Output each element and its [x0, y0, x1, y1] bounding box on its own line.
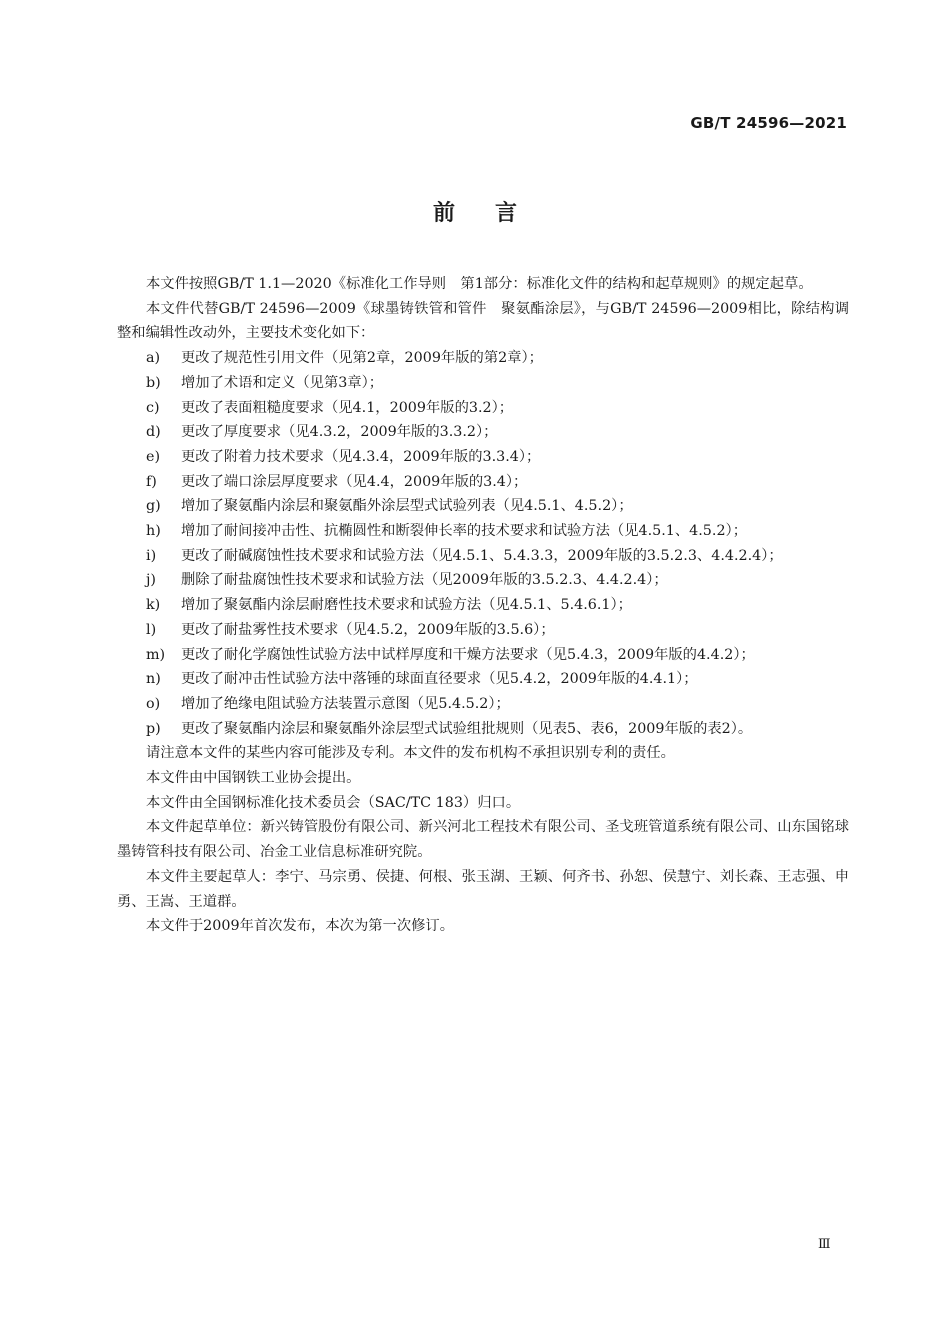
list-item-text: 增加了绝缘电阻试验方法装置示意图（见5.4.5.2）； — [181, 695, 510, 712]
list-item — [117, 568, 849, 593]
list-item — [117, 692, 849, 717]
list-item — [117, 593, 849, 618]
list-item-label: l) — [146, 621, 157, 638]
list-item-text: 增加了聚氨酯内涂层耐磨性技术要求和试验方法（见4.5.1、5.4.6.1）； — [181, 597, 632, 614]
page-number: Ⅲ — [818, 1237, 831, 1252]
list-item-text: 更改了表面粗糙度要求（见4.1，2009年版的3.2）； — [181, 399, 514, 416]
list-item-label: g) — [146, 498, 161, 515]
list-item-text: 增加了术语和定义（见第3章）； — [181, 374, 384, 391]
list-item — [117, 618, 849, 643]
list-item — [117, 544, 849, 569]
list-item-label: e) — [146, 448, 161, 465]
paragraph-replacement: 本文件代替GB/T 24596—2009《球墨铸铁管和管件 聚氨酯涂层》，与GB/T 24596—2009相比，除结构调整和编辑性改动外，主要技术变化如下： — [117, 300, 849, 342]
list-item — [117, 667, 849, 692]
list-item — [117, 346, 849, 371]
list-item-text: 增加了聚氨酯内涂层和聚氨酯外涂层型式试验列表（见4.5.1、4.5.2）； — [181, 498, 633, 515]
list-item-label: n) — [146, 671, 161, 688]
list-item-text: 更改了耐化学腐蚀性试验方法中试样厚度和干燥方法要求（见5.4.3，2009年版的4.4.2）； — [181, 646, 755, 663]
list-item-label: k) — [146, 597, 161, 614]
paragraph-patent-notice: 请注意本文件的某些内容可能涉及专利。本文件的发布机构不承担识别专利的责任。 — [146, 745, 675, 762]
list-item — [117, 470, 849, 495]
standard-code: GB/T 24596—2021 — [690, 114, 847, 132]
list-item-label: b) — [146, 374, 161, 391]
changes-list — [117, 346, 849, 741]
paragraph-drafters: 本文件主要起草人：李宁、马宗勇、侯捷、何根、张玉湖、王颖、何齐书、孙恕、侯慧宁、刘长森、王志强、申勇、王嵩、王道群。 — [117, 868, 849, 910]
list-item — [117, 519, 849, 544]
list-item-label: p) — [146, 720, 161, 737]
list-item-text: 更改了耐冲击性试验方法中落锤的球面直径要求（见5.4.2，2009年版的4.4.1）； — [181, 671, 698, 688]
list-item-text: 更改了端口涂层厚度要求（见4.4，2009年版的3.4）； — [181, 473, 528, 490]
paragraph-drafting-rules: 本文件按照GB/T 1.1—2020《标准化工作导则 第1部分：标准化文件的结构和起草规则》的规定起草。 — [146, 276, 813, 292]
paragraph-publication-history: 本文件于2009年首次发布，本次为第一次修订。 — [146, 918, 455, 935]
list-item — [117, 445, 849, 470]
paragraph-proposer: 本文件由中国钢铁工业协会提出。 — [146, 770, 361, 787]
list-item — [117, 371, 849, 396]
list-item-text: 更改了聚氨酯内涂层和聚氨酯外涂层型式试验组批规则（见表5、表6，2009年版的表2）。 — [181, 720, 753, 737]
list-item-label: j) — [146, 572, 157, 589]
list-item-text: 增加了耐间接冲击性、抗椭圆性和断裂伸长率的技术要求和试验方法（见4.5.1、4.5.2）； — [181, 523, 747, 540]
list-item-label: i) — [146, 547, 157, 564]
section-title: 前言 — [432, 201, 557, 226]
list-item-label: h) — [146, 523, 161, 540]
list-item — [117, 420, 849, 445]
list-item-label: a) — [146, 350, 161, 367]
paragraph-committee: 本文件由全国钢标准化技术委员会（SAC/TC 183）归口。 — [146, 794, 521, 811]
list-item-text: 更改了厚度要求（见4.3.2，2009年版的3.3.2）； — [181, 424, 498, 441]
list-item — [117, 643, 849, 668]
list-item-label: d) — [146, 424, 161, 441]
list-item-text: 更改了耐碱腐蚀性技术要求和试验方法（见4.5.1、5.4.3.3，2009年版的3.5.2.3、4.4.2.4）； — [181, 547, 783, 564]
list-item-text: 更改了耐盐雾性技术要求（见4.5.2，2009年版的3.5.6）； — [181, 621, 555, 638]
list-item-text: 更改了规范性引用文件（见第2章，2009年版的第2章）； — [181, 350, 543, 367]
list-item — [117, 717, 849, 742]
list-item-label: f) — [146, 473, 157, 490]
list-item — [117, 494, 849, 519]
foreword-body — [117, 272, 849, 939]
list-item-text: 更改了附着力技术要求（见4.3.4，2009年版的3.3.4）； — [181, 448, 541, 465]
list-item-text: 删除了耐盐腐蚀性技术要求和试验方法（见2009年版的3.5.2.3、4.4.2.4）； — [181, 572, 668, 589]
paragraph-drafting-units: 本文件起草单位：新兴铸管股份有限公司、新兴河北工程技术有限公司、圣戈班管道系统有限公司、山东国铭球墨铸管科技有限公司、冶金工业信息标准研究院。 — [117, 819, 849, 861]
list-item-label: o) — [146, 695, 161, 712]
list-item-label: c) — [146, 399, 160, 416]
list-item — [117, 396, 849, 421]
list-item-label: m) — [146, 646, 166, 663]
